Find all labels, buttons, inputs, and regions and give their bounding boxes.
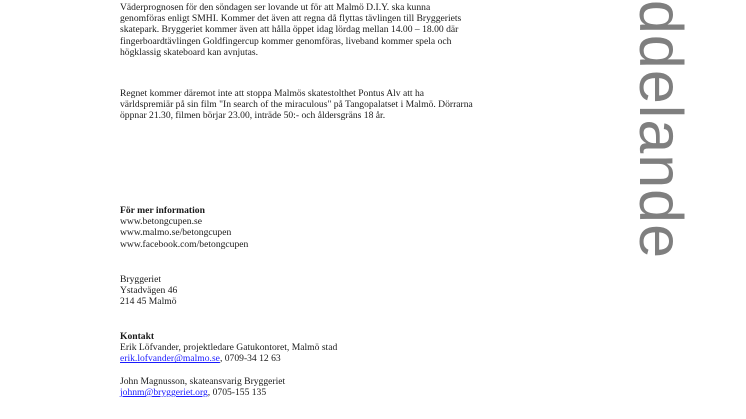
contact-person-1-details [120, 353, 337, 364]
address-street: Ystadvägen 46 [120, 285, 178, 297]
paragraph-text: Väderprognosen för den söndagen ser lovande ut för att Malmö D.I.Y. ska kunna genomföras enligt SMHI. Kommer det även att regna då flyttas tävlingen till Bryggeriets skatepark. Bryggeriet kommer även att hålla öppet idag lördag mellan 14.00 – 18.00 där fingerboardtävlingen Goldfingercup kommer genomföras, liveband kommer spela och högklassig skateboard kan avnjutas. [120, 2, 462, 58]
contact-section [120, 331, 337, 398]
paragraph-weather [120, 2, 580, 58]
contact-person-2: John Magnusson, skateansvarig Bryggeriet [120, 375, 286, 387]
contact-heading: Kontakt [120, 331, 155, 342]
email-link[interactable]: erik.lofvander@malmo.se [120, 353, 220, 365]
link-facebook[interactable]: www.facebook.com/betongcupen [120, 238, 249, 250]
address-city: 214 45 Malmö [120, 296, 177, 308]
address-name: Bryggeriet [120, 274, 162, 285]
more-info-section [120, 205, 248, 250]
more-info-heading: För mer information [120, 205, 205, 216]
document-type-label: ddelande [627, 0, 695, 260]
paragraph-premiere [120, 88, 580, 122]
email-link[interactable]: johnm@bryggeriet.org [120, 387, 208, 398]
contact-person-1: Erik Löfvander, projektledare Gatukontoret, Malmö stad [120, 342, 338, 354]
address-block [120, 274, 177, 308]
paragraph-text: Regnet kommer däremot inte att stoppa Malmös skatestolthet Pontus Alv att ha världspremiär på sin film "In search of the miraculous" på Tangopalatset i Malmö. Dörrarna öppnar 21.30, filmen börjar 23.00, inträde 50:- och åldersgräns 18 år. [120, 88, 473, 122]
phone-number: , 0705-155 135 [207, 387, 267, 398]
phone-number: , 0709-34 12 63 [219, 353, 281, 365]
link-malmo[interactable]: www.malmo.se/betongcupen [120, 227, 232, 239]
link-betongcupen[interactable]: www.betongcupen.se [120, 216, 202, 228]
contact-person-2-details [120, 387, 337, 398]
